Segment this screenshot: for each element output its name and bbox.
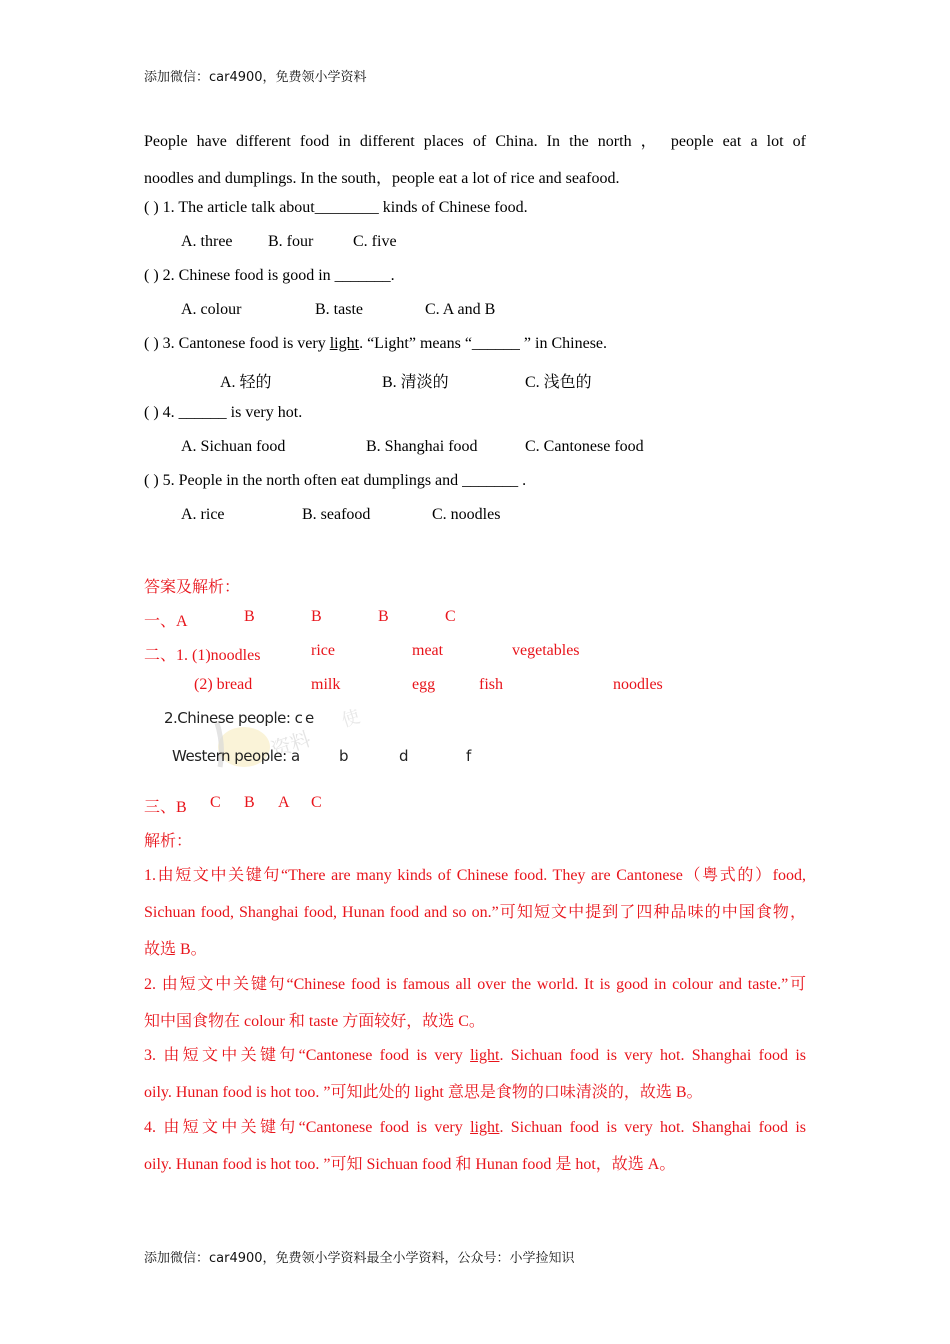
explanation-1-line-3: 故选 B。 xyxy=(144,941,207,958)
image-western-d: d xyxy=(399,747,409,765)
svg-text:资料: 资料 xyxy=(268,726,314,762)
page-footer: 添加微信：car4900，免费领小学资料最全小学资料，公众号：小学捡知识 xyxy=(144,1251,575,1266)
question-2-option-b: B. taste xyxy=(315,301,363,318)
part1-answer-4: B xyxy=(378,608,389,625)
explanation-4-line-1 xyxy=(144,1114,806,1137)
part2-row2-item-1: (2) bread xyxy=(194,676,253,693)
part3-answer-4: A xyxy=(278,794,290,811)
explanation-4-post: . Sichuan food is very hot. Shanghai food is xyxy=(499,1119,807,1136)
explanation-1-line-2: Sichuan food, Shanghai food, Hunan food and so on.”可知短文中提到了四种品味的中国食物， xyxy=(144,904,806,921)
part2-row1-item-2: rice xyxy=(311,642,335,659)
image-chinese-label: 2.Chinese people: c xyxy=(164,709,303,727)
image-western-label: Western people: a xyxy=(172,747,300,765)
question-1-option-b: B. four xyxy=(268,233,314,250)
question-3-option-b: B. 清淡的 xyxy=(382,374,449,391)
question-2-option-c: C. A and B xyxy=(425,301,496,318)
question-4-stem: ( ) 4. ______ is very hot. xyxy=(144,404,303,421)
part3-answer-5: C xyxy=(311,794,322,811)
question-1-option-a: A. three xyxy=(181,233,233,250)
explanation-3-post: . Sichuan food is very hot. Shanghai food is xyxy=(499,1047,807,1064)
explanation-3-pre: 3. 由短文中关键句“Cantonese food is very xyxy=(144,1047,471,1064)
part2-row2-item-4: fish xyxy=(479,676,503,693)
image-chinese-e: e xyxy=(305,709,314,727)
image-western-b: b xyxy=(339,747,349,765)
question-4-option-a: A. Sichuan food xyxy=(181,438,286,455)
question-3-keyword: light xyxy=(329,335,360,352)
analysis-title: 解析： xyxy=(144,833,193,850)
explanation-4-line-2: oily. Hunan food is hot too. ”可知 Sichuan food 和 Hunan food 是 hot，故选 A。 xyxy=(144,1156,676,1173)
part1-answer-1: 一、A xyxy=(144,613,188,630)
question-5-option-a: A. rice xyxy=(181,506,225,523)
part1-answer-5: C xyxy=(445,608,456,625)
explanation-3-keyword: light xyxy=(470,1047,500,1064)
question-3-stem-pre: ( ) 3. Cantonese food is very xyxy=(144,335,330,352)
explanation-4-keyword: light xyxy=(470,1119,500,1136)
question-3-stem-post: . “Light” means “______ ” in Chinese. xyxy=(359,335,608,352)
explanation-4-pre: 4. 由短文中关键句“Cantonese food is very xyxy=(144,1119,471,1136)
passage-line-2: noodles and dumplings. In the south，people eat a lot of rice and seafood. xyxy=(144,170,620,187)
explanation-3-line-2: oily. Hunan food is hot too. ”可知此处的 light 意思是食物的口味清淡的，故选 B。 xyxy=(144,1084,703,1101)
part2-row1-item-1: 二、1. (1)noodles xyxy=(144,647,261,664)
part2-row2-item-5: noodles xyxy=(613,676,663,693)
explanation-2-line-1: 2. 由短文中关键句“Chinese food is famous all over the world. It is good in colour and taste.”可 xyxy=(144,976,806,993)
question-3-option-c: C. 浅色的 xyxy=(525,374,592,391)
part1-answer-2: B xyxy=(244,608,255,625)
question-1-stem: ( ) 1. The article talk about________ kinds of Chinese food. xyxy=(144,199,528,216)
question-4-option-c: C. Cantonese food xyxy=(525,438,644,455)
part2-row2-item-2: milk xyxy=(311,676,341,693)
explanation-1-line-1: 1.由短文中关键句“There are many kinds of Chinese food. They are Cantonese（粤式的）food, xyxy=(144,867,806,884)
part2-row1-item-4: vegetables xyxy=(512,642,580,659)
question-1-option-c: C. five xyxy=(353,233,397,250)
explanation-2-line-2: 知中国食物在 colour 和 taste 方面较好，故选 C。 xyxy=(144,1013,485,1030)
question-3-option-a: A. 轻的 xyxy=(220,374,272,391)
part3-answer-2: C xyxy=(210,794,221,811)
page-header: 添加微信：car4900，免费领小学资料 xyxy=(144,70,367,85)
image-western-f: f xyxy=(466,747,471,765)
part3-answer-3: B xyxy=(244,794,255,811)
question-4-option-b: B. Shanghai food xyxy=(366,438,478,455)
explanation-3-line-1 xyxy=(144,1042,806,1065)
part3-answer-1: 三、B xyxy=(144,799,187,816)
answer-image xyxy=(162,705,492,775)
passage-line-1: People have different food in different places of China. In the north ， people eat a lot of xyxy=(144,133,806,150)
part2-row1-item-3: meat xyxy=(412,642,444,659)
question-3-stem xyxy=(144,335,607,353)
answers-title: 答案及解析： xyxy=(144,579,241,596)
question-5-option-b: B. seafood xyxy=(302,506,371,523)
svg-text:使: 使 xyxy=(339,706,363,732)
question-2-stem: ( ) 2. Chinese food is good in _______. xyxy=(144,267,395,284)
question-5-stem: ( ) 5. People in the north often eat dumplings and _______ . xyxy=(144,472,527,489)
part2-row2-item-3: egg xyxy=(412,676,436,693)
question-5-option-c: C. noodles xyxy=(432,506,501,523)
part1-answer-3: B xyxy=(311,608,322,625)
question-2-option-a: A. colour xyxy=(181,301,242,318)
